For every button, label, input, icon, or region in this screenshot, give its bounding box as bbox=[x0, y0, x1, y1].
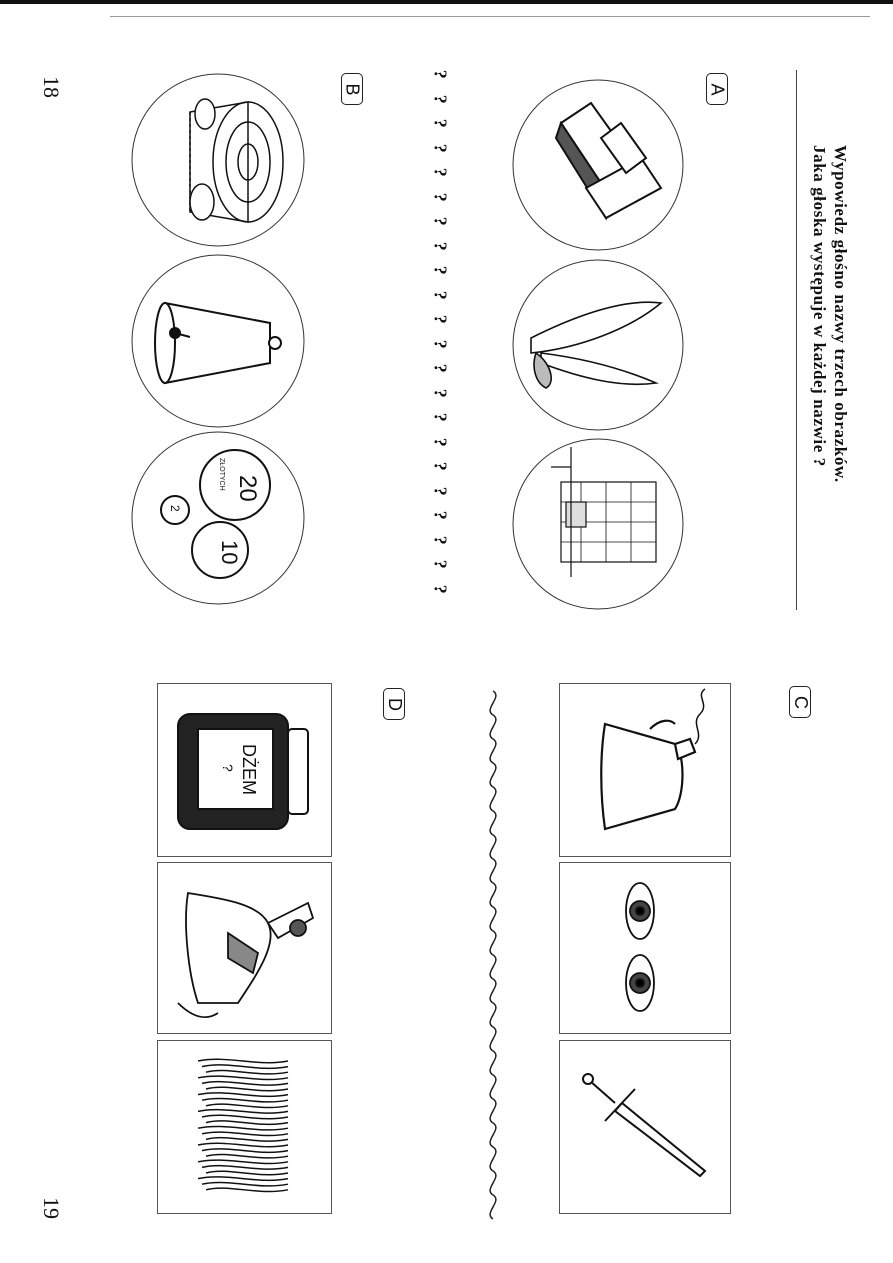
grass-stroke bbox=[202, 1182, 288, 1185]
section-c-marker: C bbox=[789, 686, 811, 718]
question-mark: ? bbox=[430, 412, 451, 422]
grass-stroke bbox=[198, 1093, 288, 1096]
grass-stroke bbox=[206, 1171, 288, 1174]
picture-brick-wall bbox=[511, 437, 685, 611]
question-mark: ? bbox=[430, 167, 451, 177]
grass-stroke bbox=[198, 1143, 288, 1146]
grass-stroke bbox=[206, 1104, 288, 1107]
picture-rider-on-horse bbox=[157, 862, 332, 1034]
question-mark: ? bbox=[430, 290, 451, 300]
question-mark: ? bbox=[430, 118, 451, 128]
grass-stroke bbox=[202, 1098, 288, 1101]
grass-stroke bbox=[202, 1166, 288, 1169]
question-mark: ? bbox=[430, 486, 451, 496]
picture-bell bbox=[130, 253, 306, 429]
jar-label-mark: ? bbox=[220, 764, 236, 772]
question-mark: ? bbox=[430, 265, 451, 275]
top-border bbox=[0, 0, 893, 4]
question-mark: ? bbox=[430, 510, 451, 520]
page-number-top: 18 bbox=[39, 76, 64, 98]
grass-stroke bbox=[206, 1087, 288, 1090]
coin-10-value: 10 bbox=[217, 540, 242, 565]
grass-stroke bbox=[206, 1138, 288, 1141]
section-b-marker: B bbox=[341, 73, 363, 105]
coin-20-value: 20 bbox=[234, 475, 261, 502]
wavy-divider bbox=[478, 686, 508, 1226]
question-mark: ? bbox=[430, 241, 451, 251]
question-mark: ? bbox=[430, 314, 451, 324]
question-mark: ? bbox=[430, 584, 451, 594]
grass-stroke bbox=[206, 1070, 288, 1073]
grass-stroke bbox=[202, 1132, 288, 1135]
coin-20-word: ZŁOTYCH bbox=[218, 458, 225, 491]
question-mark: ? bbox=[430, 192, 451, 202]
question-mark: ? bbox=[430, 94, 451, 104]
picture-planks bbox=[511, 78, 685, 252]
section-a-marker: A bbox=[706, 73, 728, 105]
question-mark: ? bbox=[430, 69, 451, 79]
grass-stroke bbox=[198, 1160, 288, 1163]
grass-stroke bbox=[202, 1065, 288, 1068]
grass-stroke bbox=[198, 1059, 288, 1062]
question-mark: ? bbox=[430, 143, 451, 153]
picture-kettle bbox=[559, 683, 731, 857]
question-mark: ? bbox=[430, 535, 451, 545]
question-mark: ? bbox=[430, 388, 451, 398]
question-mark: ? bbox=[430, 363, 451, 373]
coin-2-value: 2 bbox=[168, 505, 182, 512]
grass-stroke bbox=[202, 1149, 288, 1152]
grass-stroke bbox=[202, 1115, 288, 1118]
question-mark: ? bbox=[430, 461, 451, 471]
grass-stroke bbox=[198, 1177, 288, 1180]
page-number-bottom: 19 bbox=[39, 1197, 64, 1219]
grass-stroke bbox=[198, 1126, 288, 1129]
instruction-line-1: Wypowiedz głośno nazwy trzech obrazków. bbox=[831, 145, 850, 483]
grass-stroke bbox=[206, 1121, 288, 1124]
question-mark: ? bbox=[430, 437, 451, 447]
question-mark: ? bbox=[430, 216, 451, 226]
grass-stroke bbox=[198, 1110, 288, 1113]
jar-label-text: DŻEM bbox=[239, 744, 259, 795]
question-mark: ? bbox=[430, 559, 451, 569]
picture-sword bbox=[559, 1040, 731, 1214]
picture-meadow-grass bbox=[157, 1040, 332, 1214]
picture-eyes bbox=[559, 862, 731, 1034]
picture-jam-jar bbox=[157, 683, 332, 857]
grass-stroke bbox=[202, 1082, 288, 1085]
instruction-line-2: Jaka głoska występuje w każdej nazwie ? bbox=[810, 145, 829, 467]
header-rule bbox=[110, 16, 870, 17]
picture-tree-stumps bbox=[130, 72, 306, 248]
grass-stroke bbox=[206, 1188, 288, 1191]
instruction-rule bbox=[796, 70, 797, 610]
instruction-text bbox=[809, 145, 851, 483]
section-d-marker: D bbox=[383, 688, 405, 720]
grass-stroke bbox=[206, 1154, 288, 1157]
grass-stroke bbox=[198, 1076, 288, 1079]
picture-pea-pods bbox=[511, 258, 685, 432]
picture-coins bbox=[130, 430, 306, 606]
question-mark-column bbox=[426, 62, 450, 601]
question-mark: ? bbox=[430, 339, 451, 349]
